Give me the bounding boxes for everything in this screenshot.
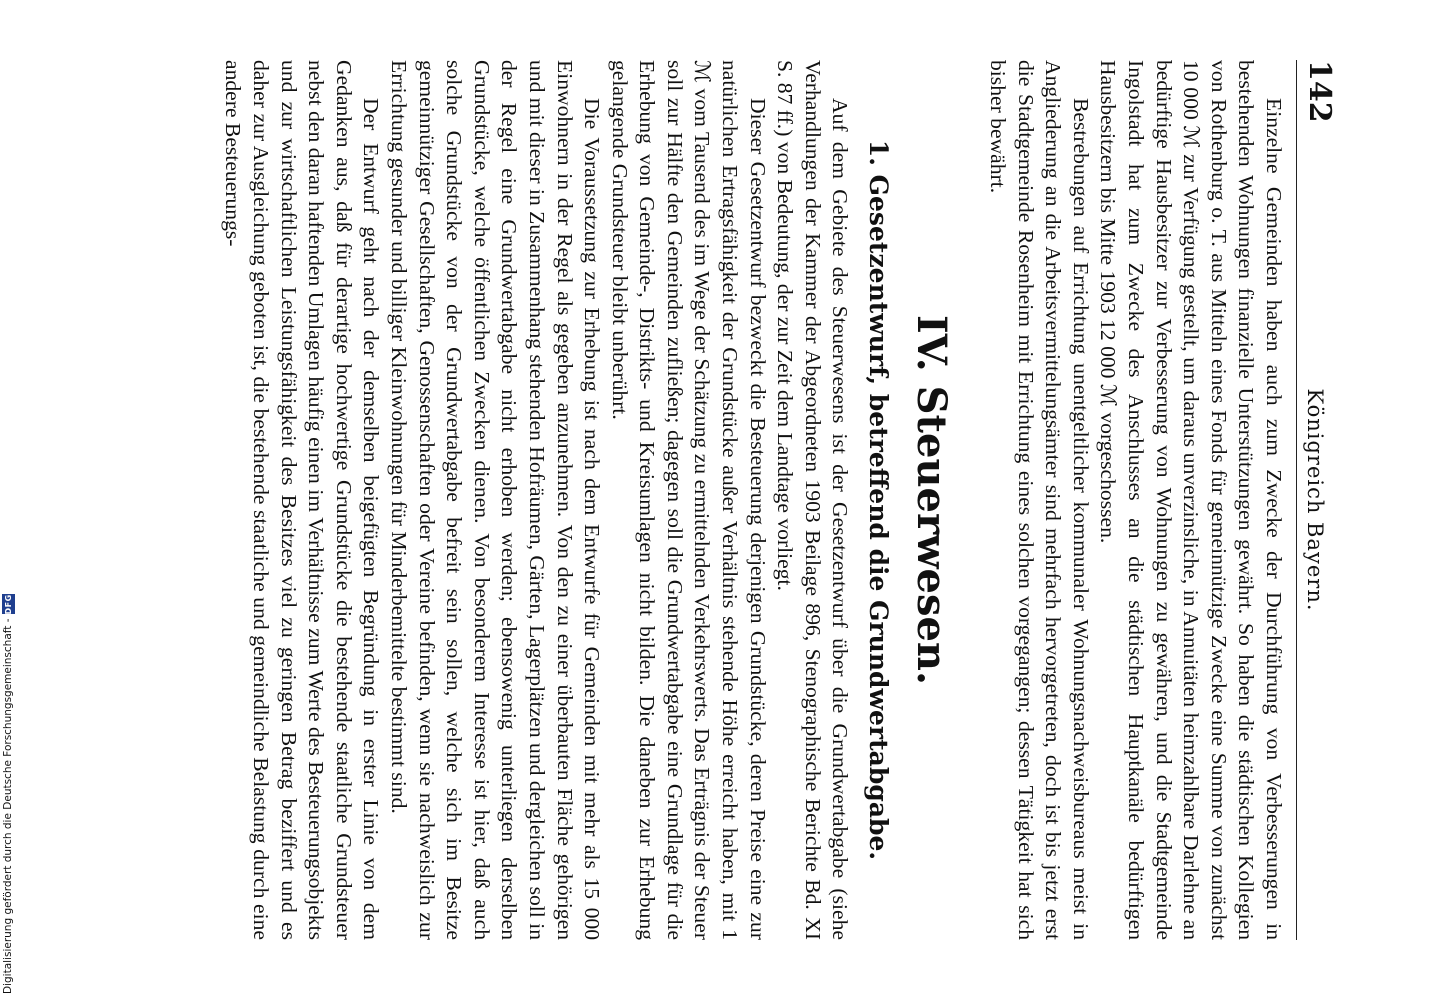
paragraph-main-3: Die Voraussetzung zur Erhebung ist nach dem Entwurfe für Gemeinden mit mehr als 15 000 Einwohnern in der Regel als gegeben anzunehmen. Von den zu einer überbauten Fläche gehörigen und mit dieser in Zusammenhang stehenden Hofräumen, Gärten, Lagerplätzen und dergleichen soll in der Regel eine Grundwertabgabe nicht erhoben werden; ebensowenig unterliegen derselben Grundstücke, welche öffentlichen Zwecken dienen. Von besonderem Interesse ist hier, daß auch solche Grundstücke von der Grundwertabgabe befreit sein sollen, welche sich im Besitze gemeinnütziger Gesellschaften, Genossenschaften oder Vereine befinden, wenn sie nachweislich zur Errichtung gesunder und billiger Kleinwohnungen für Minderbemittelte bestimmt sind.	[386, 60, 605, 940]
paragraph-intro-2: Bestrebungen auf Errichtung unentgeltlicher kommunaler Wohnungsnachweisbureaus meist in Angliederung an die Arbeitsvermittelungsämter sind mehrfach hervorgetreten, doch ist bis jetzt erst die Stadtgemeinde Rosenheim mit Errichtung eines solchen vorgegangen; dessen Tätigkeit hat sich bisher bewährt.	[986, 60, 1093, 940]
paragraph-main-2: Dieser Gesetzentwurf bezweckt die Besteuerung derjenigen Grundstücke, deren Preise eine zur natürlichen Ertragsfähigkeit der Grundstücke außer Verhältnis stehende Höhe erreicht haben, mit 1 ℳ vom Tausend des im Wege der Schätzung zu ermittelnden Verkehrswerts. Das Erträgnis der Steuer soll zur Hälfte den Gemeinden zufließen; dagegen soll die Grundwertabgabe eine Grundlage für die Erhebung von Gemeinde-, Distrikts- und Kreisumlagen nicht bilden. Die daneben zur Erhebung gelangende Grundsteuer bleibt unberührt.	[607, 60, 770, 940]
running-head: Königreich Bayern.	[1303, 388, 1327, 612]
page-body	[219, 60, 1287, 940]
paragraph-main-1: Auf dem Gebiete des Steuerwesens ist der Gesetzentwurf über die Grundwertabgabe (siehe Verhandlungen der Kammer der Abgeordneten 1903 Beilage 896, Stenographische Berichte Bd. XI S. 87 ff.) von Bedeutung, der zur Zeit dem Landtage vorliegt.	[773, 60, 853, 940]
digitization-credit	[0, 594, 16, 994]
page-header	[1296, 60, 1345, 940]
page-number: 142	[1302, 60, 1337, 123]
digitization-credit-text: Digitalisierung gefördert durch die Deutsche Forschungsgemeinschaft -	[2, 618, 14, 994]
section-title: IV. Steuerwesen.	[908, 315, 956, 685]
paragraph-main-4: Der Entwurf geht nach der demselben beigefügten Begründung in erster Linie von dem Gedanken aus, daß für derartige hochwertige Grundstücke die bestehende staatliche Grundsteuer nebst den daran haftenden Umlagen häufig einen im Verhältnisse zum Werte des Besteuerungsobjekts und zur wirtschaftlichen Leistungsfähigkeit des Besitzes viel zu geringen Betrag beziffert und es daher zur Ausgleichung geboten ist, die bestehende staatliche und gemeindliche Belastung durch eine andere Besteuerungs-	[221, 60, 384, 940]
paragraph-intro-1: Einzelne Gemeinden haben auch zum Zwecke der Durchführung von Verbesserungen in bestehenden Wohnungen finanzielle Unterstützungen gewährt. So haben die städtischen Kollegien von Rothenburg o. T. aus Mitteln eines Fonds für gemeinnützige Zwecke eine Summe von zunächst 10 000 ℳ zur Verfügung gestellt, um daraus unverzinsliche, in Annuitäten heimzahlbare Darlehne an bedürftige Hausbesitzer zur Verbesserung von Wohnungen zu gewähren, und die Stadtgemeinde Ingolstadt hat zum Zwecke des Anschlusses an die städtischen Hauptkanäle bedürftigen Hausbesitzern bis Mitte 1903 12 000 ℳ vorgeschossen.	[1096, 60, 1286, 940]
subsection-title: 1. Gesetzentwurf, betreffend die Grundwertabgabe.	[864, 139, 894, 861]
dfg-logo-icon: DFG	[3, 594, 13, 615]
